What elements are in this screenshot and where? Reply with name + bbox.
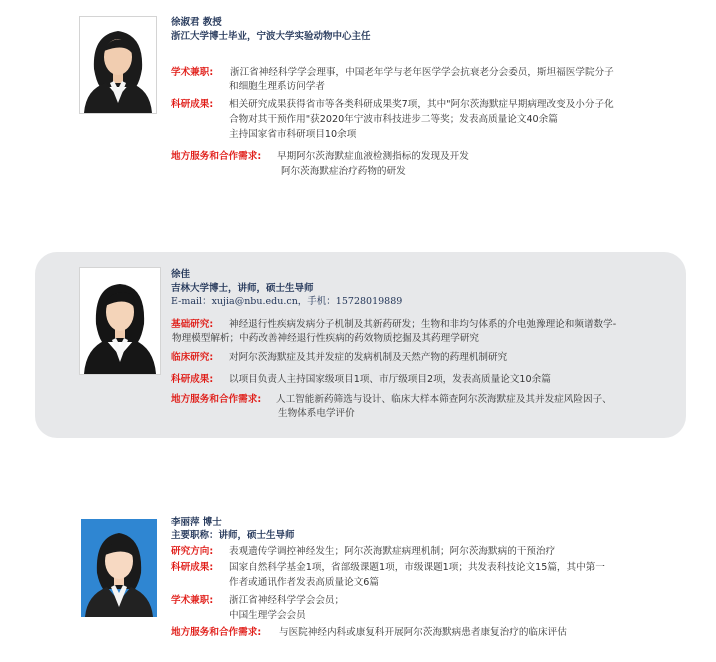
portrait-photo <box>79 16 157 114</box>
field-label: 科研成果: <box>171 374 214 385</box>
person-name: 徐佳 <box>171 269 191 280</box>
field-value: 神经退行性疾病发病分子机制及其新药研发；生物和非均匀体系的介电弛豫理论和频谱数学- <box>229 319 617 330</box>
field-row <box>171 561 213 575</box>
field-row <box>171 545 213 559</box>
person-education: 主要职称：讲师，硕士生导师 <box>171 530 295 541</box>
field-value: 浙江省神经科学学会会员； <box>229 595 345 606</box>
field-row <box>171 373 213 387</box>
field-label: 科研成果: <box>171 99 214 110</box>
field-value: 国家自然科学基金1项，省部级课题1项，市级课题1项；共发表科技论文15篇，其中第一 <box>229 562 605 573</box>
profile-card-1 <box>0 0 716 200</box>
field-continuation: 生物体系电学评价 <box>278 408 355 419</box>
field-label: 地方服务和合作需求: <box>171 627 262 638</box>
field-value: 浙江省神经科学学会理事，中国老年学与老年医学学会抗衰老分会委员，斯坦福医学院分子 <box>230 67 614 78</box>
field-value: 与医院神经内科或康复科开展阿尔茨海默病患者康复治疗的临床评估 <box>279 627 567 638</box>
field-row <box>171 66 614 80</box>
person-education: 吉林大学博士，讲师，硕士生导师 <box>171 283 314 294</box>
field-continuation: 阿尔茨海默症治疗药物的研发 <box>281 166 406 177</box>
person-education: 浙江大学博士毕业，宁波大学实验动物中心主任 <box>171 31 371 42</box>
portrait-photo <box>81 519 157 617</box>
field-value: 对阿尔茨海默症及其并发症的发病机制及天然产物的药理机制研究 <box>229 352 508 363</box>
field-continuation: 和细胞生理系访问学者 <box>229 81 325 92</box>
portrait-photo <box>79 267 161 375</box>
field-label: 科研成果: <box>171 562 214 573</box>
field-value: 以项目负责人主持国家级项目1项、市厅级项目2项，发表高质量论文10余篇 <box>229 374 551 385</box>
field-continuation: 作者或通讯作者发表高质量论文6篇 <box>229 577 380 588</box>
field-label: 研究方向: <box>171 546 214 557</box>
field-value: 相关研究成果获得省市等各类科研成果奖7项，其中"阿尔茨海默症早期病理改变及小分子化 <box>229 99 614 110</box>
field-label: 临床研究: <box>171 352 214 363</box>
field-row <box>171 351 213 365</box>
field-row <box>171 393 261 407</box>
field-label: 地方服务和合作需求: <box>171 394 262 405</box>
field-value: 早期阿尔茨海默症血液检测指标的发现及开发 <box>277 151 469 162</box>
person-name: 徐淑君 教授 <box>171 17 222 28</box>
person-name: 李丽萍 博士 <box>171 517 222 528</box>
field-value: 表观遗传学调控神经发生；阿尔茨海默症病理机制；阿尔茨海默病的干预治疗 <box>229 546 556 557</box>
field-continuation: 物理模型解析；中药改善神经退行性疾病的药效物质挖掘及其药理学研究 <box>172 333 479 344</box>
field-label: 基础研究: <box>171 319 214 330</box>
field-row <box>171 98 213 112</box>
field-value: 人工智能新药筛选与设计、临床大样本筛查阿尔茨海默症及其并发症风险因子、 <box>276 394 612 405</box>
field-continuation: 合物对其干预作用"获2020年宁波市科技进步二等奖；发表高质量论文40余篇 <box>229 114 558 125</box>
field-row <box>171 150 261 164</box>
field-row <box>171 594 213 608</box>
field-continuation: 中国生理学会会员 <box>229 610 306 621</box>
field-label: 学术兼职: <box>171 67 214 78</box>
field-label: 学术兼职: <box>171 595 214 606</box>
field-row <box>171 318 213 332</box>
field-continuation: 主持国家省市科研项目10余项 <box>229 129 357 140</box>
field-row <box>171 626 261 640</box>
person-contact: E-mail：xujia@nbu.edu.cn，手机：15728019889 <box>171 296 403 307</box>
field-label: 地方服务和合作需求: <box>171 151 262 162</box>
